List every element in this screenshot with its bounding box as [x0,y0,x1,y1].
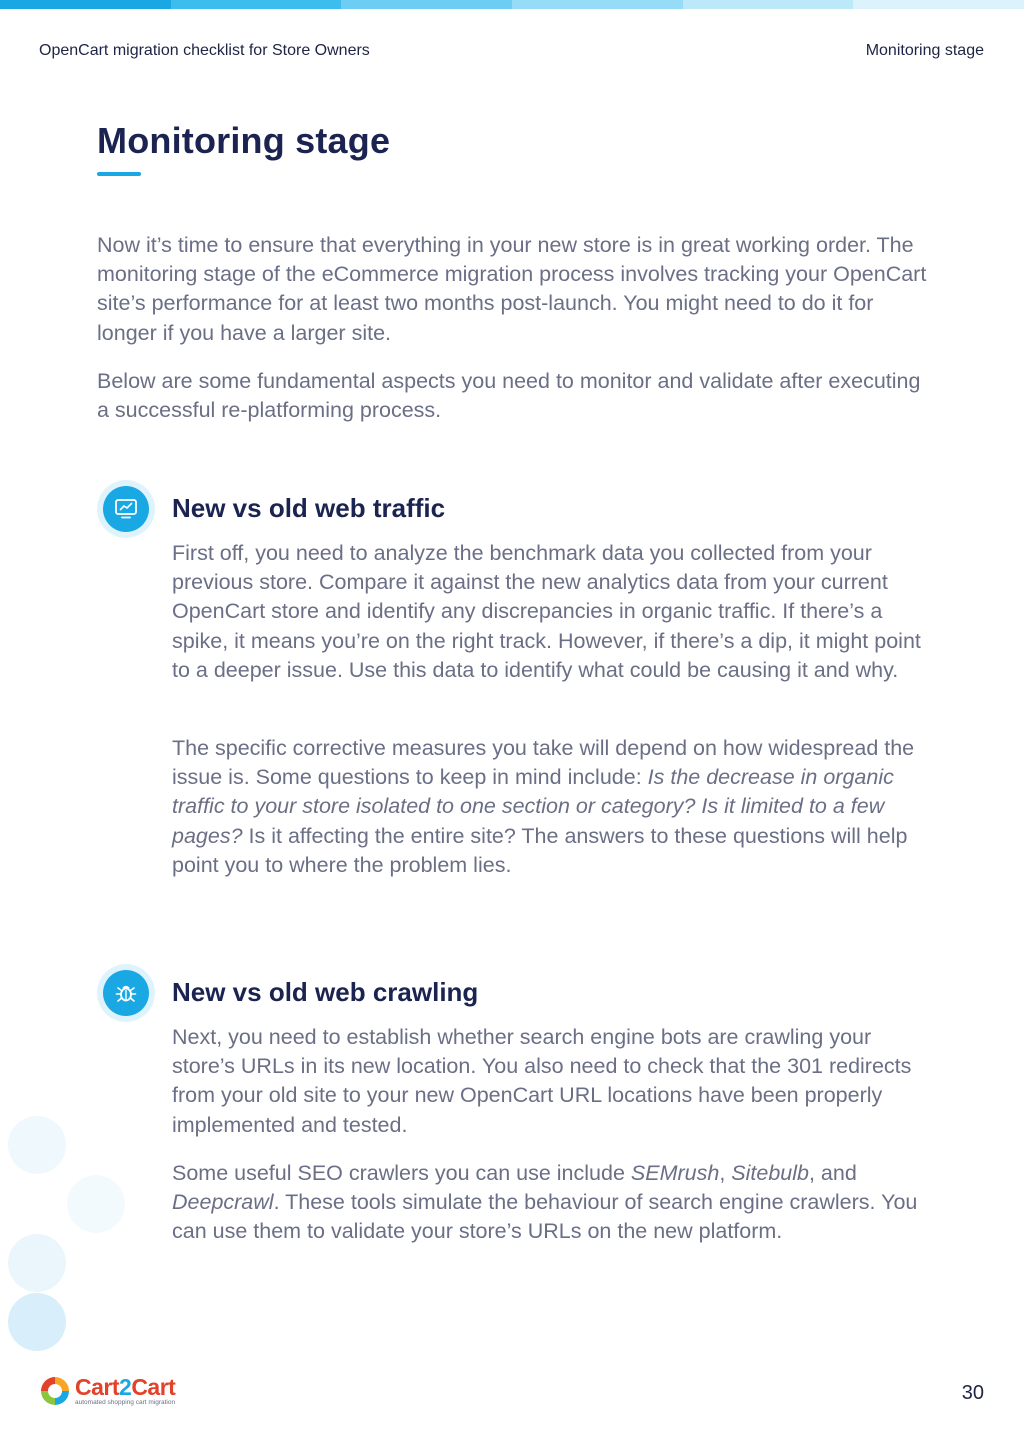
page-title: Monitoring stage [97,120,391,161]
top-bar-segment-5 [683,0,854,9]
monitor-chart-icon [114,498,138,520]
top-bar-segment-3 [341,0,512,9]
cart2cart-logo [38,1374,175,1408]
crawling-paragraph-2: Some useful SEO crawlers you can use include SEMrush, Sitebulb, and Deepcrawl. These tools simulate the behaviour of search engine crawlers. You can use them to validate your store’s URLs on the new platform. [172,1161,918,1244]
section-icon-badge [97,480,155,538]
crawling-paragraph-1: Next, you need to establish whether search engine bots are crawling your store’s URLs in its new location. You also need to check that the 301 redirects from your old site to your new OpenCart URL locations have been properly implemented and tested. [172,1025,912,1137]
section-heading-traffic: New vs old web traffic [172,493,446,523]
section-icon-badge [97,964,155,1022]
top-bar-segment-2 [171,0,342,9]
running-header-left: OpenCart migration checklist for Store Owners [39,42,370,59]
top-bar-segment-4 [512,0,683,9]
traffic-paragraph-1: First off, you need to analyze the benchmark data you collected from your previous store. Compare it against the new analytics data from your current OpenCart store and identify any discrepancies in organic traffic. If there’s a spike, it means you’re on the right track. However, if there’s a dip, it might point to a deeper issue. Use this data to identify what could be causing it and why. [172,541,921,682]
decorative-circle [8,1293,66,1351]
intro-paragraph-1: Now it’s time to ensure that everything in your new store is in great working order. The monitoring stage of the eCommerce migration process involves tracking your OpenCart site’s performance for at least two months post-launch. You might need to do it for longer if you have a larger site. [97,233,927,345]
logo-swirl-icon [38,1374,72,1408]
intro-paragraph-2: Below are some fundamental aspects you need to monitor and validate after executing a successful re-platforming process. [97,369,921,423]
running-header-right: Monitoring stage [865,42,984,59]
decorative-circle [67,1175,125,1233]
logo-wordmark: Cart2Cart [75,1373,176,1400]
decorative-circle [8,1234,66,1292]
page-number: 30 [961,1382,984,1404]
top-color-bar [0,0,1024,9]
bug-icon [114,981,138,1005]
traffic-paragraph-2: The specific corrective measures you take will depend on how widespread the issue is. Some questions to keep in mind include: Is the decrease in organic traffic to your store isolated to one section or category? Is it limited to a few pages? Is it affecting the entire site? The answers to these questions will help point you to where the problem lies. [172,736,915,877]
decorative-circle [8,1116,66,1174]
title-underline [97,172,141,176]
logo-tagline: automated shopping cart migration [75,1398,176,1406]
top-bar-segment-6 [853,0,1024,9]
section-heading-crawling: New vs old web crawling [172,977,479,1007]
top-bar-segment-1 [0,0,171,9]
